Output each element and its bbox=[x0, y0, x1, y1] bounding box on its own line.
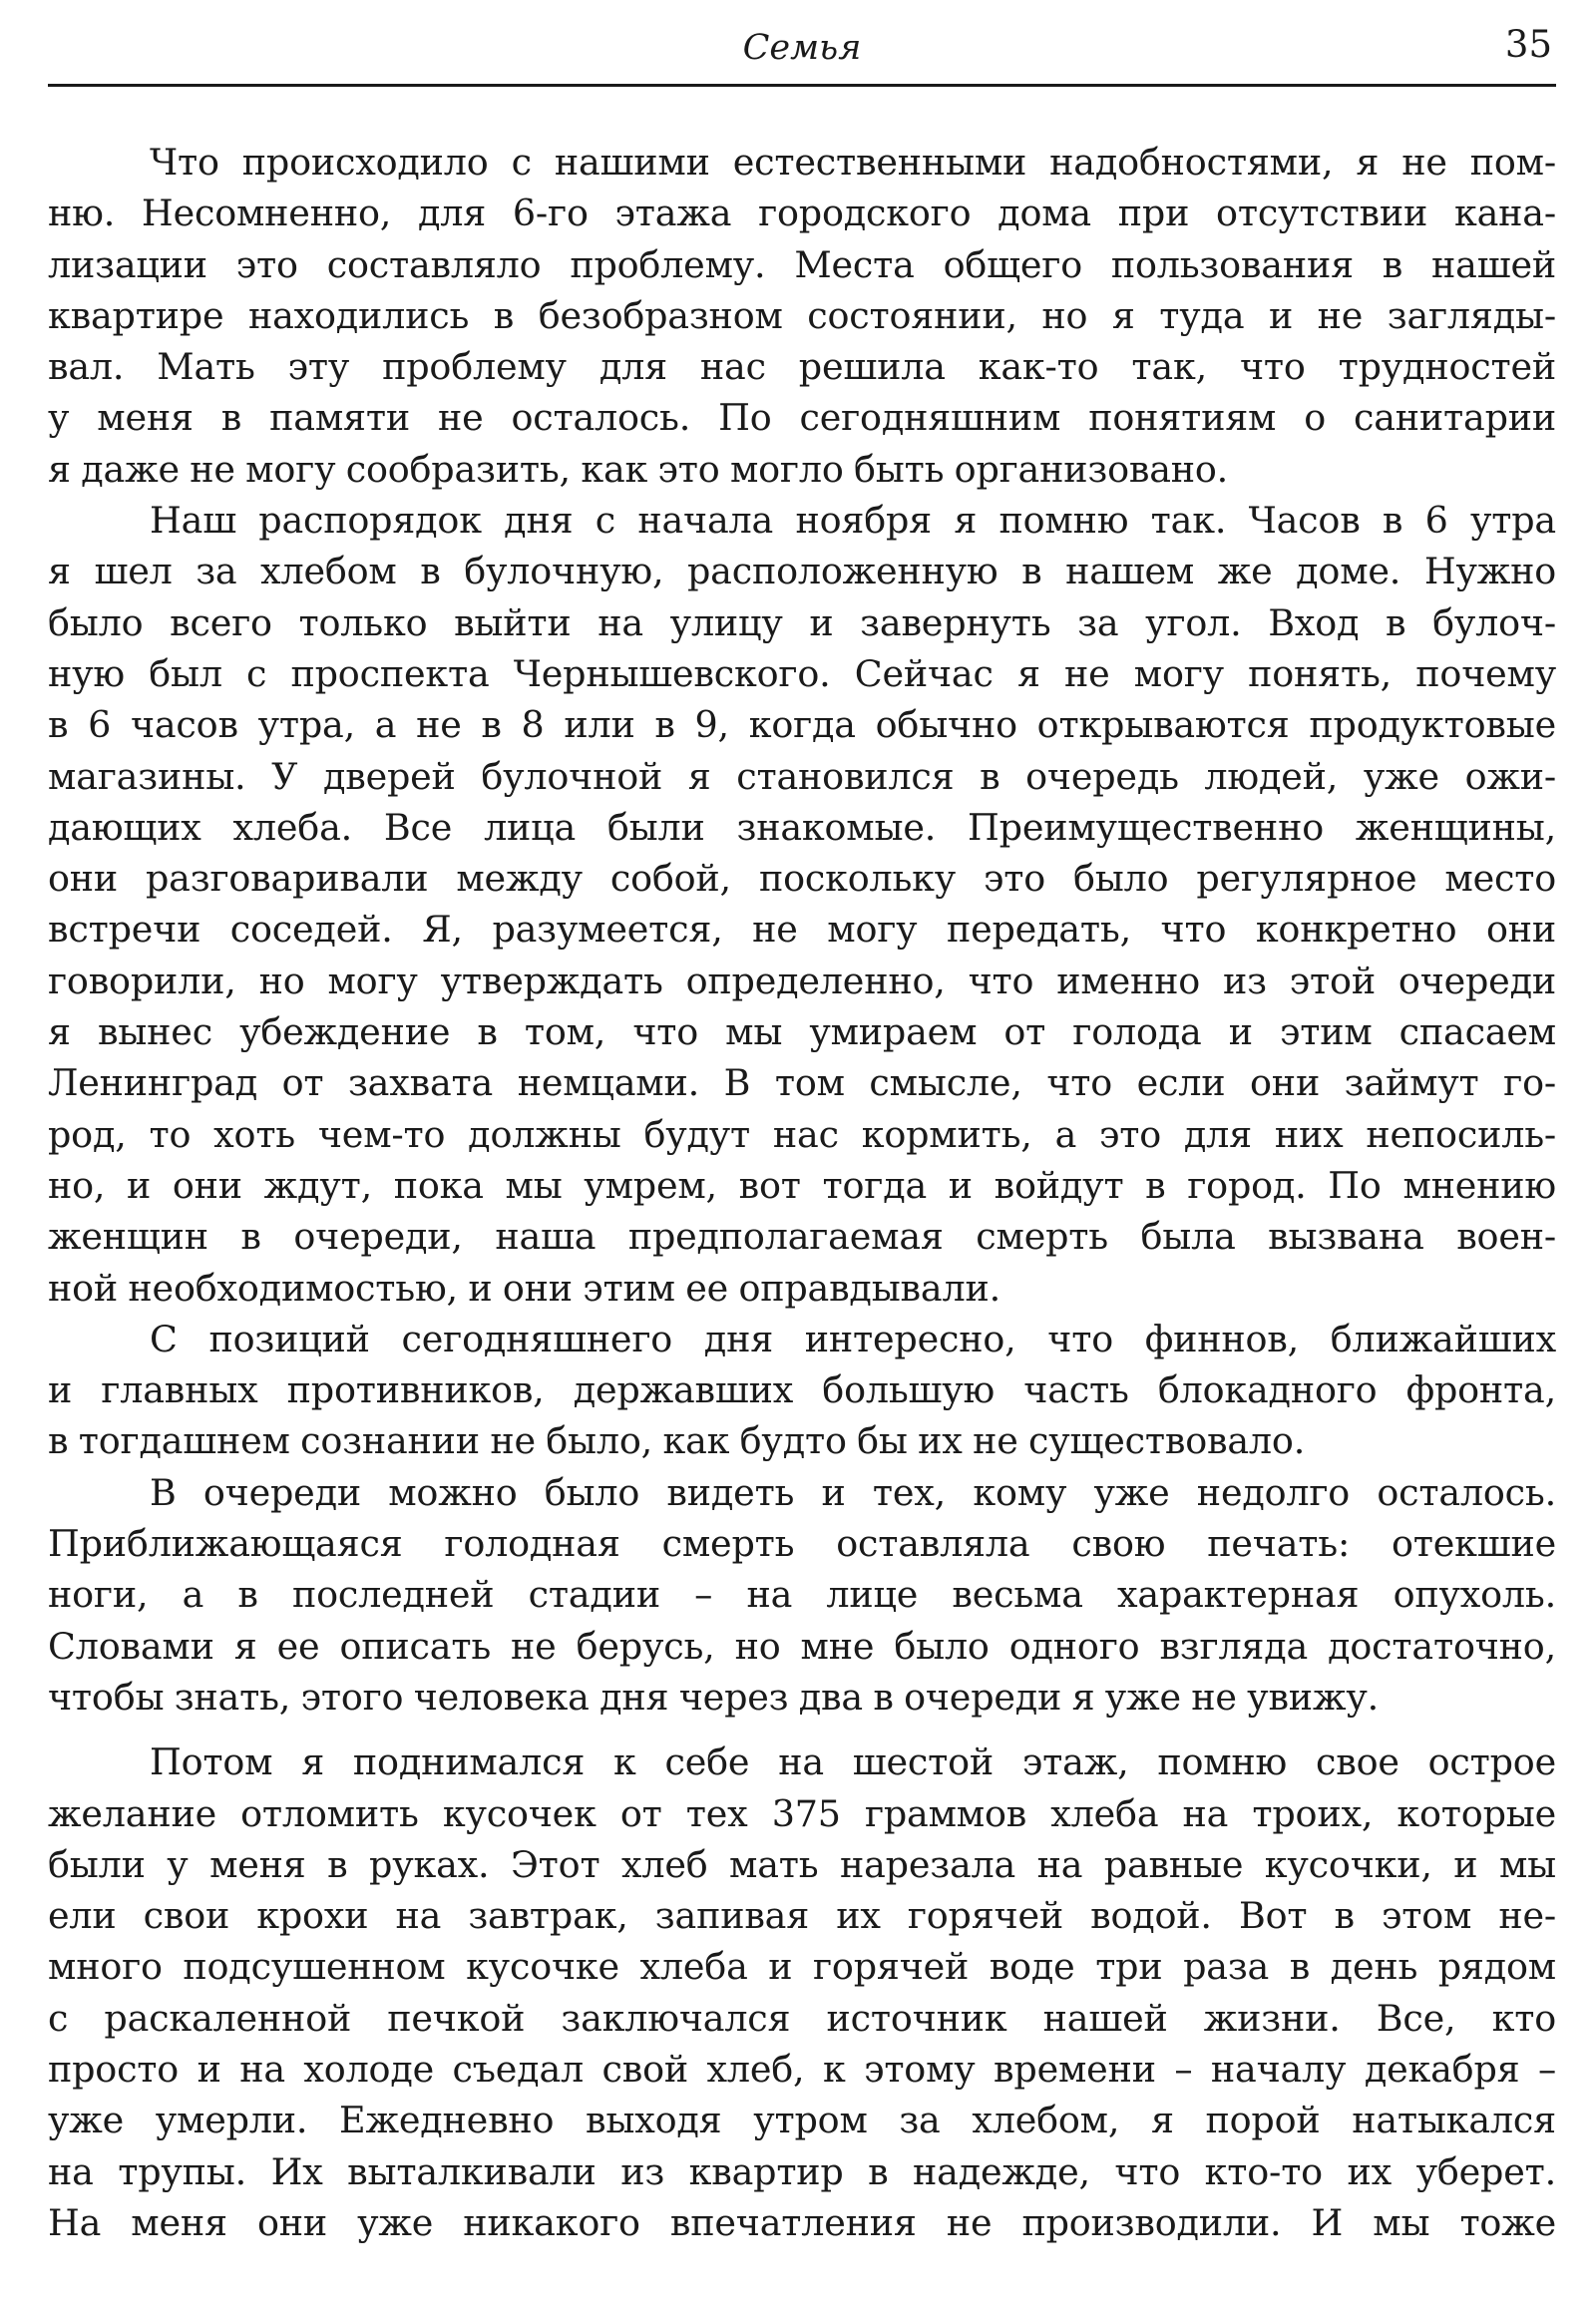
text-line: В очереди можно было видеть и тех, кому уже недолго осталось. bbox=[150, 1470, 1556, 1514]
text-line: я даже не могу сообразить, как это могло быть организовано. bbox=[48, 447, 1229, 491]
text-line: лизации это составляло проблему. Места общего пользования в нашей bbox=[48, 242, 1556, 286]
text-line: На меня они уже никакого впечатления не производили. И мы тоже bbox=[48, 2200, 1556, 2244]
text-line: дающих хлеба. Все лица были знакомые. Преимущественно женщины, bbox=[48, 805, 1556, 849]
paragraph-4 bbox=[48, 1467, 1556, 1723]
text-line: в 6 часов утра, а не в 8 или в 9, когда обычно открываются продуктовые bbox=[48, 703, 1556, 747]
running-header bbox=[48, 0, 1556, 87]
text-line: ную был с проспекта Чернышевского. Сейчас я не могу понять, почему bbox=[48, 651, 1556, 695]
text-line: ной необходимостью, и они этим ее оправдывали. bbox=[48, 1266, 1000, 1310]
text-line: были у меня в руках. Этот хлеб мать нарезала на равные кусочки, и мы bbox=[48, 1842, 1556, 1886]
text-line: женщин в очереди, наша предполагаемая смерть была вызвана воен- bbox=[48, 1215, 1556, 1259]
text-line: С позиций сегодняшнего дня интересно, что финнов, ближайших bbox=[150, 1317, 1556, 1360]
text-line: говорили, но могу утверждать определенно, что именно из этой очереди bbox=[48, 959, 1556, 1002]
text-line: просто и на холоде съедал свой хлеб, к этому времени – началу декабря – bbox=[48, 2047, 1556, 2091]
text-line: желание отломить кусочек от тех 375 граммов хлеба на троих, которые bbox=[48, 1791, 1556, 1835]
text-line: но, и они ждут, пока мы умрем, вот тогда и войдут в город. По мнению bbox=[48, 1163, 1556, 1207]
text-line: и главных противников, державших большую часть блокадного фронта, bbox=[48, 1368, 1556, 1412]
text-line: уже умерли. Ежедневно выходя утром за хлебом, я порой натыкался bbox=[48, 2099, 1556, 2142]
text-line: ноги, а в последней стадии – на лице весьма характерная опухоль. bbox=[48, 1573, 1556, 1617]
text-line: с раскаленной печкой заключался источник нашей жизни. Все, кто bbox=[48, 1996, 1556, 2040]
text-line: Словами я ее описать не берусь, но мне было одного взгляда достаточно, bbox=[48, 1624, 1556, 1668]
text-line: много подсушенном кусочке хлеба и горячей воде три раза в день рядом bbox=[48, 1945, 1556, 1989]
text-line: ели свои крохи на завтрак, запивая их горячей водой. Вот в этом не- bbox=[48, 1894, 1556, 1938]
text-line: у меня в памяти не осталось. По сегодняшним понятиям о санитарии bbox=[48, 396, 1556, 440]
paragraph-1 bbox=[48, 137, 1556, 495]
text-line: Потом я поднимался к себе на шестой этаж, помню свое острое bbox=[150, 1740, 1556, 1784]
text-line: я шел за хлебом в булочную, расположенную в нашем же доме. Нужно bbox=[48, 550, 1556, 593]
text-line: встречи соседей. Я, разумеется, не могу передать, что конкретно они bbox=[48, 908, 1556, 952]
text-line: в тогдашнем сознании не было, как будто бы их не существовало. bbox=[48, 1419, 1306, 1463]
text-line: магазины. У дверей булочной я становился в очередь людей, уже ожи- bbox=[48, 754, 1556, 798]
body-text bbox=[48, 137, 1556, 2248]
text-line: квартире находились в безобразном состоянии, но я туда и не загляды- bbox=[48, 293, 1556, 337]
text-line: Наш распорядок дня с начала ноября я помню так. Часов в 6 утра bbox=[150, 499, 1556, 543]
text-line: было всего только выйти на улицу и завернуть за угол. Вход в булоч- bbox=[48, 600, 1556, 644]
text-line: ню. Несомненно, для 6-го этажа городского дома при отсутствии кана- bbox=[48, 192, 1556, 235]
paragraph-5 bbox=[48, 1736, 1556, 2248]
page-number: 35 bbox=[1504, 23, 1552, 66]
text-line: Ленинград от захвата немцами. В том смысле, что если они займут го- bbox=[48, 1061, 1556, 1105]
text-line: род, то хоть чем-то должны будут нас кормить, а это для них непосиль- bbox=[48, 1112, 1556, 1156]
text-line: чтобы знать, этого человека дня через два в очереди я уже не увижу. bbox=[48, 1675, 1379, 1719]
text-line: Что происходило с нашими естественными надобностями, я не пом- bbox=[150, 141, 1556, 184]
paragraph-3 bbox=[48, 1314, 1556, 1467]
text-line: на трупы. Их выталкивали из квартир в надежде, что кто-то их уберет. bbox=[48, 2149, 1556, 2193]
text-line: я вынес убеждение в том, что мы умираем от голода и этим спасаем bbox=[48, 1010, 1556, 1054]
paragraph-2 bbox=[48, 495, 1556, 1314]
text-line: они разговаривали между собой, поскольку это было регулярное место bbox=[48, 857, 1556, 901]
running-title: Семья bbox=[742, 28, 862, 68]
text-line: вал. Мать эту проблему для нас решила как-то так, что трудностей bbox=[48, 345, 1556, 389]
text-line: Приближающаяся голодная смерть оставляла свою печать: отекшие bbox=[48, 1522, 1556, 1566]
book-page bbox=[48, 0, 1556, 2248]
